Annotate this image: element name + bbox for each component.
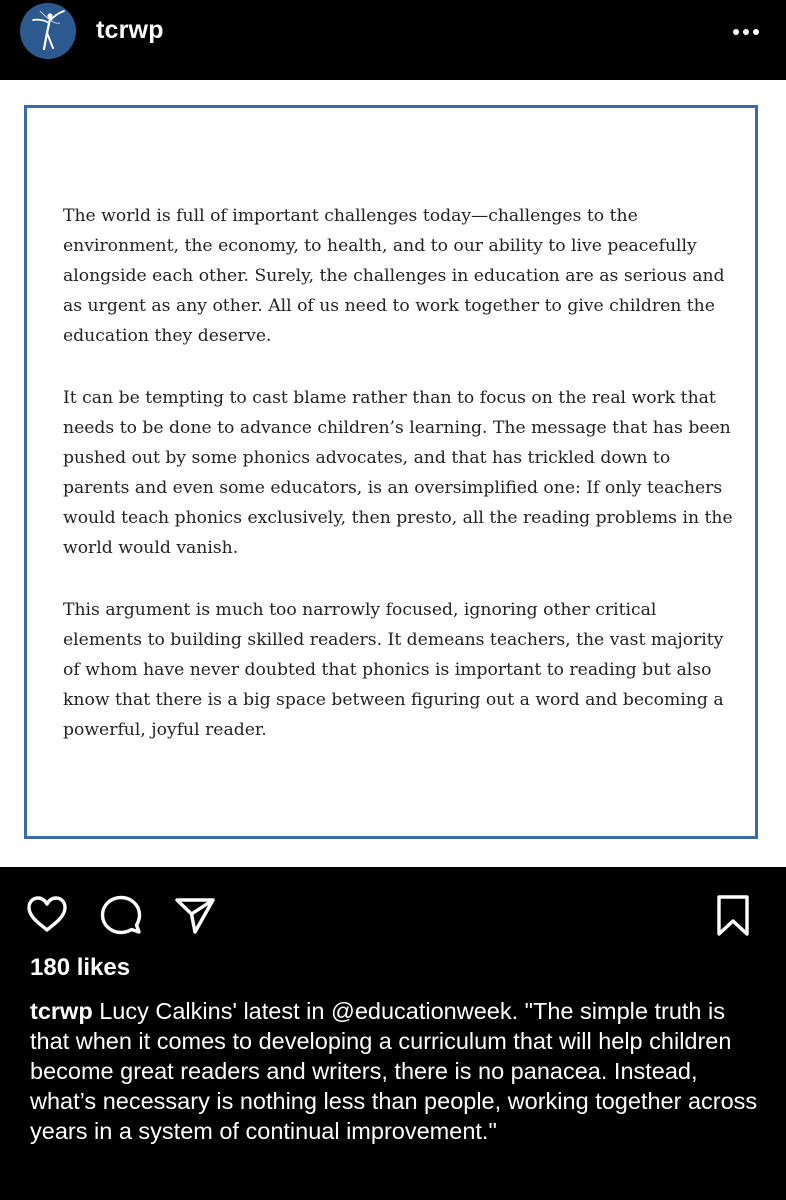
post-header [0, 0, 786, 80]
quote-paragraph: The world is full of important challenges today—challenges to the environment, the economy, to health, and to our ability to live peacefully alongside each other. Surely, the challenges in education are as serious and as urgent as any other. All of us need to work together to give children the education they deserve. [63, 206, 725, 346]
caption-text: Lucy Calkins' latest in @educationweek. "The simple truth is that when it comes to developing a curriculum that will help children become great readers and writers, there is no panacea. Instead, what’s necessary is nothing less than people, working together across years in a system of continual improvement." [30, 998, 758, 1144]
quote-text [63, 201, 733, 777]
action-bar [0, 867, 786, 957]
bookmark-icon[interactable] [710, 892, 756, 938]
post-image[interactable] [0, 80, 786, 867]
paper-plane-icon[interactable] [171, 892, 217, 938]
dancer-logo-icon [20, 3, 76, 59]
quote-paragraph: It can be tempting to cast blame rather than to focus on the real work that needs to be done to advance children’s learning. The message that has been pushed out by some phonics advocates, and that has trickled down to parents and even some educators, is an oversimplified one: If only teachers would teach phonics exclusively, then presto, all the reading problems in the world would vanish. [63, 388, 733, 558]
avatar[interactable] [20, 3, 76, 59]
quote-frame [24, 105, 758, 839]
header-username[interactable]: tcrwp [96, 16, 164, 44]
heart-icon[interactable] [24, 892, 70, 938]
comment-icon[interactable] [98, 892, 144, 938]
quote-paragraph: This argument is much too narrowly focused, ignoring other critical elements to building skilled readers. It demeans teachers, the vast majority of whom have never doubted that phonics is important to reading but also know that there is a big space between figuring out a word and becoming a powerful, joyful reader. [63, 600, 724, 740]
more-options-icon[interactable] [728, 20, 764, 44]
likes-count[interactable]: 180 likes [30, 954, 131, 981]
post-caption [30, 996, 765, 1146]
caption-username[interactable]: tcrwp [30, 998, 93, 1024]
